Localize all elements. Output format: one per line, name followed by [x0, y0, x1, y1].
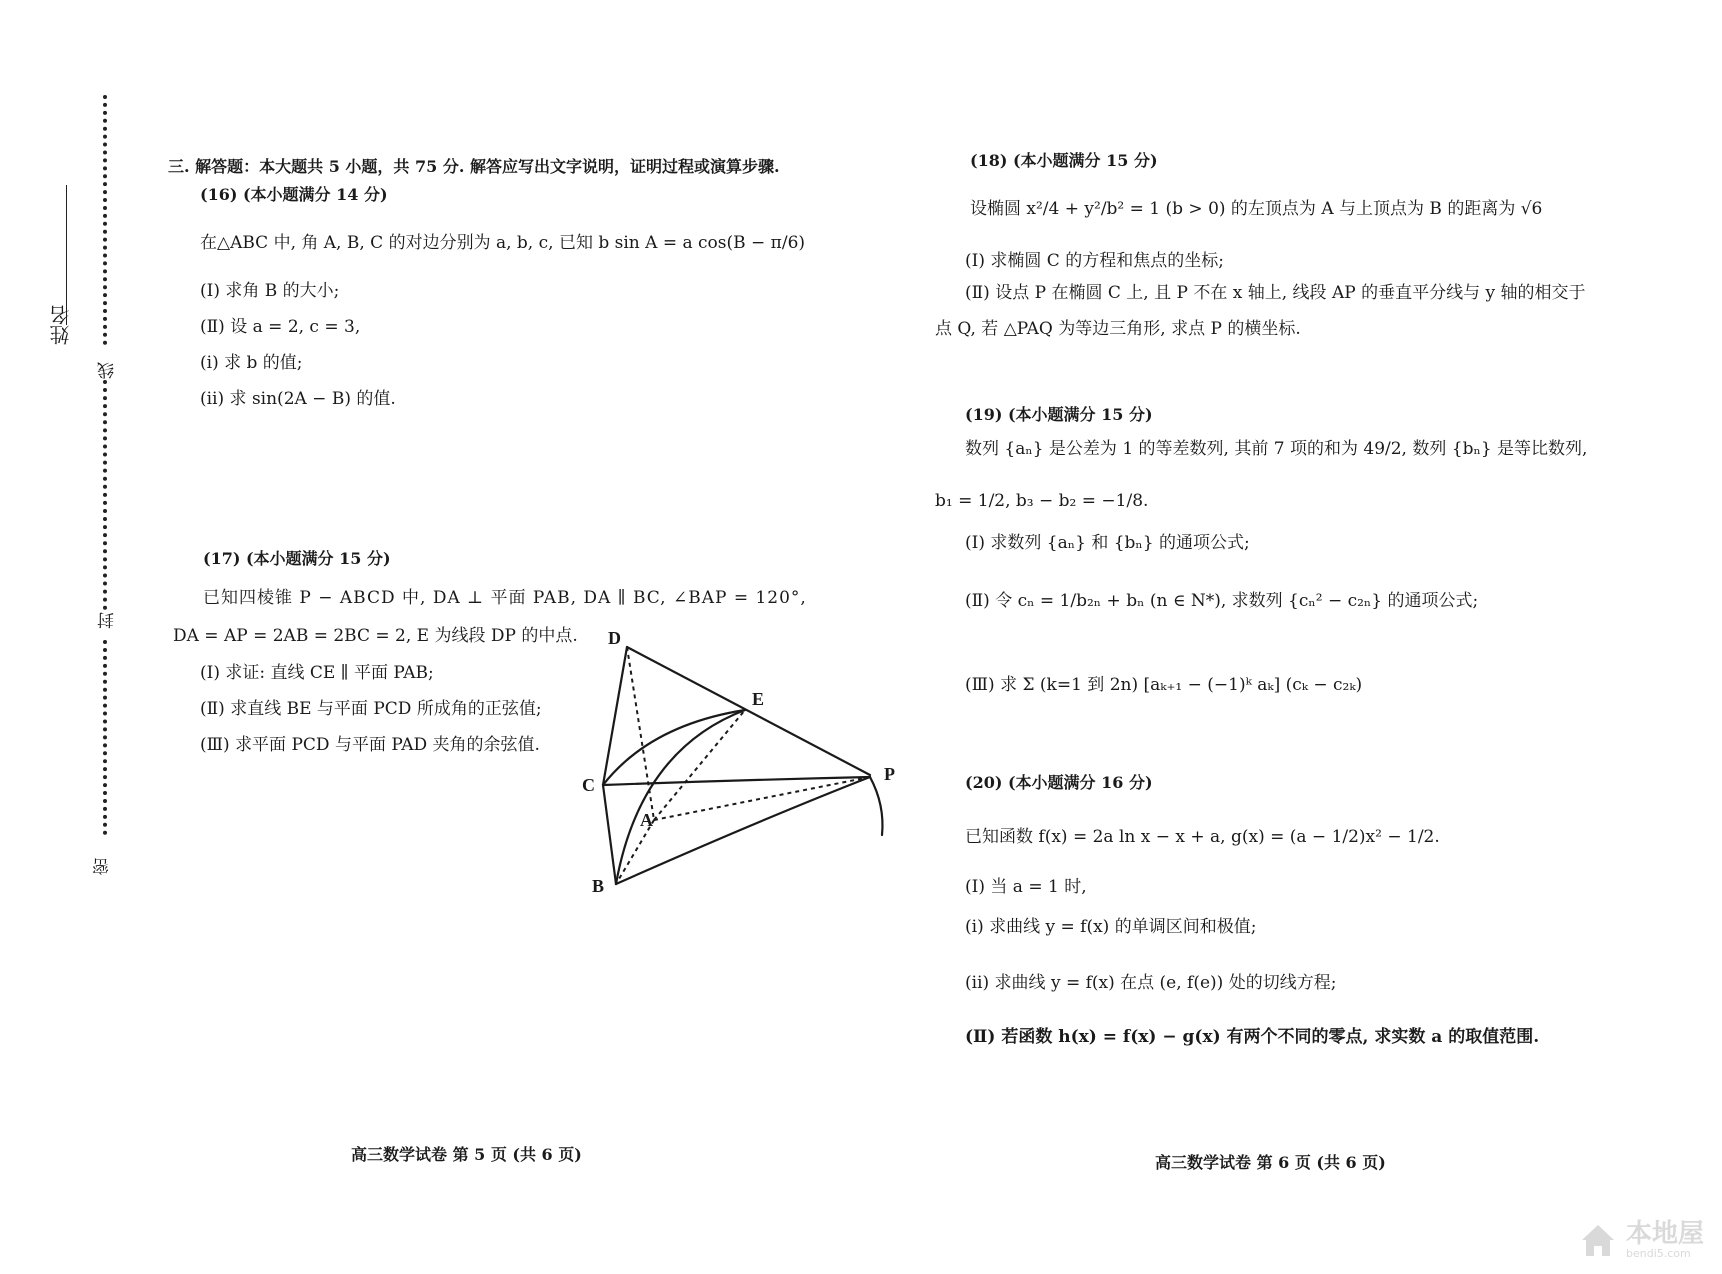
q16-part-2-i: (ⅰ) 求 b 的值;	[200, 353, 303, 373]
pyramid-figure	[540, 630, 920, 900]
q19-stem-line-2: b₁ = 1/2, b₃ − b₂ = −1/8.	[935, 491, 1149, 511]
vertex-label-d: D	[608, 630, 621, 648]
q20-part-1-i: (ⅰ) 求曲线 y = f(x) 的单调区间和极值;	[965, 917, 1257, 937]
vertex-label-b: B	[592, 876, 605, 896]
edge-bp	[616, 777, 870, 884]
q20-part-2: (Ⅱ) 若函数 h(x) = f(x) − g(x) 有两个不同的零点, 求实数 a 的取值范围.	[965, 1027, 1540, 1047]
q18-part-1: (Ⅰ) 求椭圆 C 的方程和焦点的坐标;	[965, 251, 1224, 271]
q17-part-1: (Ⅰ) 求证: 直线 CE ∥ 平面 PAB;	[200, 663, 434, 683]
q16-part-1: (Ⅰ) 求角 B 的大小;	[200, 281, 340, 301]
q16-part-2-ii: (ⅱ) 求 sin(2A − B) 的值.	[200, 389, 396, 409]
section-heading: 三. 解答题：本大题共 5 小题，共 75 分. 解答应写出文字说明，证明过程或演算步骤.	[168, 157, 780, 176]
q20-stem: 已知函数 f(x) = 2a ln x − x + a, g(x) = (a − 1/2)x² − 1/2.	[965, 827, 1440, 847]
vertex-label-e: E	[752, 689, 765, 709]
vertex-label-a: A	[640, 810, 653, 830]
q19-part-3: (Ⅲ) 求 Σ (k=1 到 2n) [aₖ₊₁ − (−1)ᵏ aₖ] (cₖ − c₂ₖ)	[965, 675, 1363, 695]
q16-header: (16) (本小题满分 14 分)	[200, 185, 388, 204]
q17-header: (17) (本小题满分 15 分)	[203, 549, 391, 568]
q19-part-2: (Ⅱ) 令 cₙ = 1/b₂ₙ + bₙ (n ∈ N*), 求数列 {cₙ² − c₂ₙ} 的通项公式;	[965, 591, 1479, 611]
name-underline	[66, 185, 67, 325]
seal-dotted-line-bottom	[103, 640, 107, 835]
q17-part-2: (Ⅱ) 求直线 BE 与平面 PCD 所成角的正弦值;	[200, 699, 542, 719]
q18-part-2-line-2: 点 Q, 若 △PAQ 为等边三角形, 求点 P 的横坐标.	[935, 319, 1301, 339]
q18-stem: 设椭圆 x²/4 + y²/b² = 1 (b > 0) 的左顶点为 A 与上顶点为 B 的距离为 √6	[970, 199, 1543, 219]
seal-dotted-line-middle	[103, 380, 107, 610]
watermark-text-group	[1625, 1218, 1704, 1260]
edge-be	[616, 710, 745, 884]
vertex-label-c: C	[582, 775, 595, 795]
q16-part-2: (Ⅱ) 设 a = 2, c = 3,	[200, 317, 361, 337]
house-logo-icon	[1578, 1220, 1618, 1260]
q19-stem-line-1: 数列 {aₙ} 是公差为 1 的等差数列, 其前 7 项的和为 49/2, 数列 {bₙ} 是等比数列,	[965, 439, 1588, 459]
edge-ap-hidden	[654, 777, 870, 820]
vertex-label-p: P	[884, 764, 895, 784]
edge-dp	[627, 647, 870, 775]
watermark-url: bendi5.com	[1625, 1246, 1691, 1260]
name-label: 姓名	[49, 305, 73, 345]
q19-part-1: (Ⅰ) 求数列 {aₙ} 和 {bₙ} 的通项公式;	[965, 533, 1250, 553]
watermark-text: 本地屋	[1625, 1218, 1704, 1249]
edge-cb	[603, 785, 616, 884]
q16-stem: 在△ABC 中, 角 A, B, C 的对边分别为 a, b, c, 已知 b sin A = a cos(B − π/6)	[200, 233, 806, 253]
q18-header: (18) (本小题满分 15 分)	[970, 151, 1158, 170]
seal-char-seal: 封	[98, 612, 118, 629]
edge-cp	[603, 777, 870, 785]
q18-part-2-line-1: (Ⅱ) 设点 P 在椭圆 C 上, 且 P 不在 x 轴上, 线段 AP 的垂直平分线与 y 轴的相交于	[965, 283, 1586, 303]
p-label-stroke	[870, 777, 883, 835]
q20-part-1: (Ⅰ) 当 a = 1 时,	[965, 877, 1087, 897]
q20-part-1-ii: (ⅱ) 求曲线 y = f(x) 在点 (e, f(e)) 处的切线方程;	[965, 973, 1337, 993]
seal-char-line: 线	[98, 362, 118, 379]
q17-stem-line-1: 已知四棱锥 P − ABCD 中, DA ⊥ 平面 PAB, DA ∥ BC, ∠BAP = 120°,	[203, 588, 807, 608]
seal-dotted-line-top	[103, 95, 107, 345]
q20-header: (20) (本小题满分 16 分)	[965, 773, 1153, 792]
q19-header: (19) (本小题满分 15 分)	[965, 405, 1153, 424]
footer-page-5: 高三数学试卷 第 5 页 (共 6 页)	[351, 1145, 582, 1164]
q17-stem-line-2: DA = AP = 2AB = 2BC = 2, E 为线段 DP 的中点.	[173, 626, 578, 646]
edge-da-hidden	[627, 647, 654, 820]
q17-part-3: (Ⅲ) 求平面 PCD 与平面 PAD 夹角的余弦值.	[200, 735, 540, 755]
edge-ce	[603, 710, 745, 785]
footer-page-6: 高三数学试卷 第 6 页 (共 6 页)	[1155, 1153, 1386, 1172]
seal-char-secret: 密	[93, 858, 113, 875]
site-watermark	[1578, 1220, 1704, 1260]
